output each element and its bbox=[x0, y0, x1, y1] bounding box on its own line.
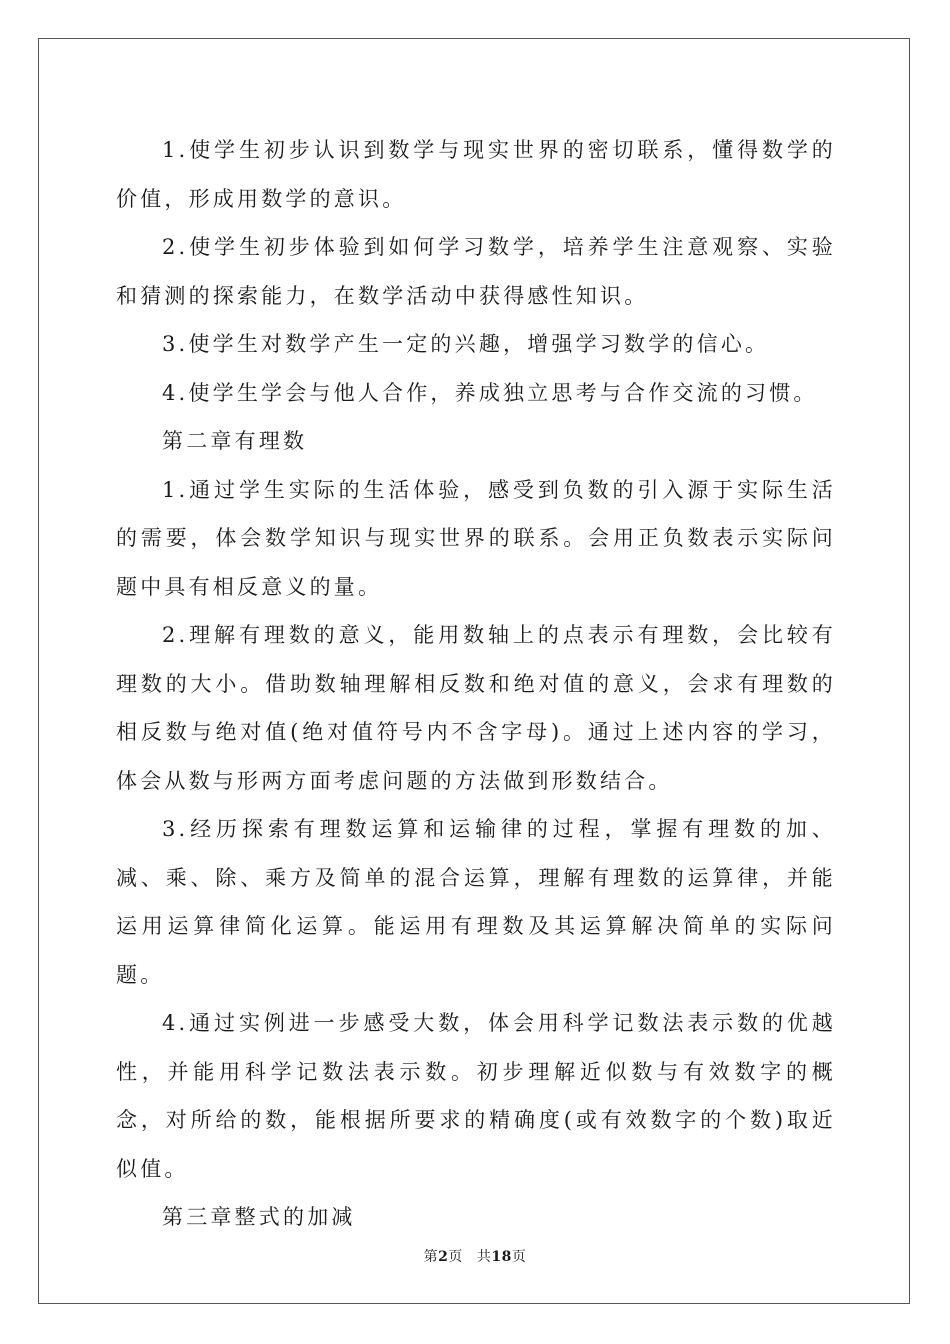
chapter-heading-3: 第三章整式的加减 bbox=[162, 1205, 356, 1229]
document-body bbox=[116, 126, 836, 1242]
paragraph-ch2-item-4: 4.通过实例进一步感受大数，体会用科学记数法表示数的优越性，并能用科学记数法表示数。初步理解近似数与有效数字的概念，对所给的数，能根据所要求的精确度(或有效数字的个数)取近似值。 bbox=[116, 1011, 836, 1181]
chapter-heading-2: 第二章有理数 bbox=[162, 429, 308, 453]
page-footer bbox=[0, 1246, 950, 1266]
page-total: 共18页 bbox=[476, 1249, 527, 1265]
paragraph-ch2-item-1: 1.通过学生实际的生活体验，感受到负数的引入源于实际生活的需要，体会数学知识与现实世界的联系。会用正负数表示实际问题中具有相反意义的量。 bbox=[116, 477, 836, 599]
paragraph-goal-3: 3.使学生对数学产生一定的兴趣，增强学习数学的信心。 bbox=[162, 332, 770, 356]
paragraph-goal-1: 1.使学生初步认识到数学与现实世界的密切联系，懂得数学的价值，形成用数学的意识。 bbox=[116, 138, 836, 211]
paragraph-goal-2: 2.使学生初步体验到如何学习数学，培养学生注意观察、实验和猜测的探索能力，在数学活动中获得感性知识。 bbox=[116, 235, 836, 308]
paragraph-ch2-item-3: 3.经历探索有理数运算和运输律的过程，掌握有理数的加、减、乘、除、乘方及简单的混合运算，理解有理数的运算律，并能运用运算律简化运算。能运用有理数及其运算解决简单的实际问题。 bbox=[116, 817, 836, 987]
paragraph-ch2-item-2: 2.理解有理数的意义，能用数轴上的点表示有理数，会比较有理数的大小。借助数轴理解相反数和绝对值的意义，会求有理数的相反数与绝对值(绝对值符号内不含字母)。通过上述内容的学习，体会从数与形两方面考虑问题的方法做到形数结合。 bbox=[116, 623, 836, 793]
page-number: 第2页 bbox=[423, 1249, 463, 1265]
paragraph-goal-4: 4.使学生学会与他人合作，养成独立思考与合作交流的习惯。 bbox=[162, 380, 818, 405]
